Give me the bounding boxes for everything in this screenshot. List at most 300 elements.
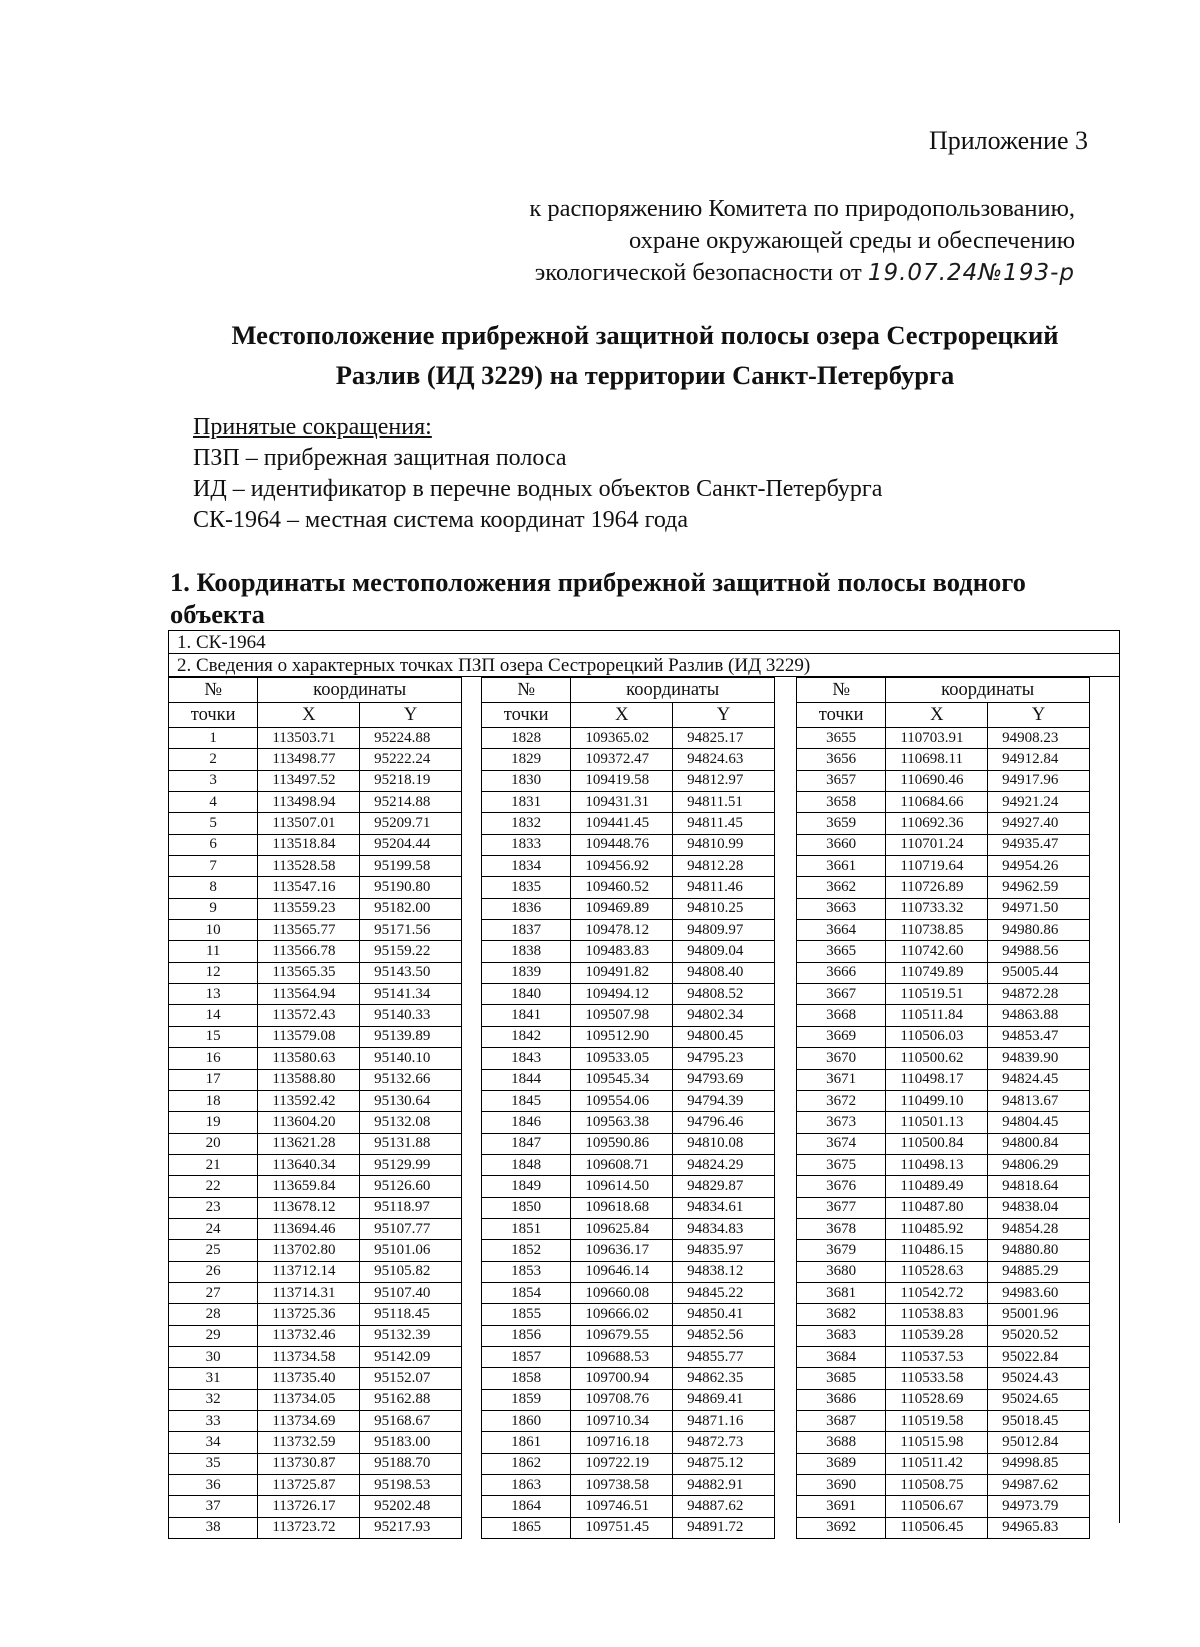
table-row <box>482 728 775 749</box>
coord-x: 110733.32 <box>886 898 988 919</box>
coord-x: 113498.77 <box>258 749 360 770</box>
table-row <box>797 1026 1090 1047</box>
coord-x: 113503.71 <box>258 728 360 749</box>
coord-y: 95001.96 <box>988 1304 1090 1325</box>
table-row <box>169 920 462 941</box>
table-row <box>169 1346 462 1367</box>
table-row <box>482 1240 775 1261</box>
table-row <box>169 877 462 898</box>
point-number: 1860 <box>482 1411 571 1432</box>
table-row <box>482 1261 775 1282</box>
coord-y: 94810.25 <box>673 898 775 919</box>
table-row <box>797 856 1090 877</box>
coord-y: 94962.59 <box>988 877 1090 898</box>
table-row <box>169 1176 462 1197</box>
coord-y: 94871.16 <box>673 1411 775 1432</box>
table-row <box>482 1069 775 1090</box>
coord-y: 95142.09 <box>360 1346 462 1367</box>
table-row <box>169 792 462 813</box>
table-row <box>797 1368 1090 1389</box>
point-number: 3666 <box>797 962 886 983</box>
coord-x: 110500.62 <box>886 1048 988 1069</box>
coord-x: 113730.87 <box>258 1453 360 1474</box>
point-number: 27 <box>169 1282 258 1303</box>
coord-x: 110701.24 <box>886 834 988 855</box>
table-row <box>797 770 1090 791</box>
point-number: 3689 <box>797 1453 886 1474</box>
coord-x: 109666.02 <box>571 1304 673 1325</box>
coord-y: 94954.26 <box>988 856 1090 877</box>
point-number: 3667 <box>797 984 886 1005</box>
table-row <box>169 962 462 983</box>
coord-y: 94818.64 <box>988 1176 1090 1197</box>
table-row <box>169 1048 462 1069</box>
coord-x: 113694.46 <box>258 1218 360 1239</box>
coord-x: 110506.67 <box>886 1496 988 1517</box>
coordinate-block-table <box>168 677 462 1539</box>
point-number: 3685 <box>797 1368 886 1389</box>
header-coordinates: координаты <box>258 678 462 703</box>
point-number: 3661 <box>797 856 886 877</box>
table-row <box>797 1346 1090 1367</box>
header-y: Y <box>988 703 1090 728</box>
coord-y: 94850.41 <box>673 1304 775 1325</box>
coord-y: 95139.89 <box>360 1026 462 1047</box>
coord-x: 113640.34 <box>258 1154 360 1175</box>
table-row <box>797 749 1090 770</box>
coord-x: 110742.60 <box>886 941 988 962</box>
coord-y: 94838.04 <box>988 1197 1090 1218</box>
point-number: 1 <box>169 728 258 749</box>
coord-y: 94885.29 <box>988 1261 1090 1282</box>
basis-line-1: к распоряжению Комитета по природопользованию, <box>529 195 1075 222</box>
coord-x: 110537.53 <box>886 1346 988 1367</box>
coord-x: 109533.05 <box>571 1048 673 1069</box>
table-row <box>482 856 775 877</box>
point-number: 3673 <box>797 1112 886 1133</box>
coord-x: 109491.82 <box>571 962 673 983</box>
coord-y: 94935.47 <box>988 834 1090 855</box>
coord-y: 95129.99 <box>360 1154 462 1175</box>
coord-x: 113734.58 <box>258 1346 360 1367</box>
coord-x: 109494.12 <box>571 984 673 1005</box>
coord-x: 109431.31 <box>571 792 673 813</box>
table-row <box>797 1282 1090 1303</box>
coord-x: 110528.69 <box>886 1389 988 1410</box>
coord-x: 110533.58 <box>886 1368 988 1389</box>
table-row <box>169 856 462 877</box>
table-row <box>169 749 462 770</box>
coord-x: 113518.84 <box>258 834 360 855</box>
table-row <box>482 1453 775 1474</box>
table-row <box>797 941 1090 962</box>
coord-y: 95118.97 <box>360 1197 462 1218</box>
table-row <box>169 984 462 1005</box>
coord-x: 110501.13 <box>886 1112 988 1133</box>
point-number: 25 <box>169 1240 258 1261</box>
coord-y: 95022.84 <box>988 1346 1090 1367</box>
coord-x: 113547.16 <box>258 877 360 898</box>
coord-x: 110538.83 <box>886 1304 988 1325</box>
coord-x: 110508.75 <box>886 1475 988 1496</box>
point-number: 35 <box>169 1453 258 1474</box>
coord-y: 95107.77 <box>360 1218 462 1239</box>
table-row <box>169 1112 462 1133</box>
coord-y: 95132.08 <box>360 1112 462 1133</box>
header-number: № <box>169 678 258 703</box>
coordinates-table <box>168 630 1120 1536</box>
coord-y: 95188.70 <box>360 1453 462 1474</box>
point-number: 3656 <box>797 749 886 770</box>
table-row <box>482 898 775 919</box>
coordinate-block <box>796 677 1090 1539</box>
coord-x: 113565.77 <box>258 920 360 941</box>
table-row <box>482 877 775 898</box>
table-row <box>797 1432 1090 1453</box>
coord-y: 94987.62 <box>988 1475 1090 1496</box>
table-row <box>482 1368 775 1389</box>
table-row <box>482 749 775 770</box>
coord-x: 113507.01 <box>258 813 360 834</box>
abbreviations <box>193 412 882 536</box>
point-number: 38 <box>169 1517 258 1538</box>
table-row <box>482 1048 775 1069</box>
point-number: 3672 <box>797 1090 886 1111</box>
table-row <box>482 1026 775 1047</box>
table-row <box>797 1069 1090 1090</box>
coord-y: 95101.06 <box>360 1240 462 1261</box>
coord-y: 94824.45 <box>988 1069 1090 1090</box>
table-row <box>797 813 1090 834</box>
header-coordinates: координаты <box>571 678 775 703</box>
point-number: 1841 <box>482 1005 571 1026</box>
coord-y: 95005.44 <box>988 962 1090 983</box>
table-row <box>482 984 775 1005</box>
point-number: 1837 <box>482 920 571 941</box>
table-row <box>797 1218 1090 1239</box>
coord-y: 94808.52 <box>673 984 775 1005</box>
table-row <box>797 1517 1090 1538</box>
coord-x: 113592.42 <box>258 1090 360 1111</box>
point-number: 1852 <box>482 1240 571 1261</box>
coord-y: 95126.60 <box>360 1176 462 1197</box>
document-title-line-2: Разлив (ИД 3229) на территории Санкт-Петербурга <box>335 360 955 390</box>
table-row <box>482 1432 775 1453</box>
table-row <box>797 1090 1090 1111</box>
coord-x: 110698.11 <box>886 749 988 770</box>
header-x: X <box>571 703 673 728</box>
table-row <box>482 962 775 983</box>
coord-x: 109679.55 <box>571 1325 673 1346</box>
point-number: 1839 <box>482 962 571 983</box>
coord-x: 110684.66 <box>886 792 988 813</box>
coord-y: 95132.39 <box>360 1325 462 1346</box>
coord-x: 113580.63 <box>258 1048 360 1069</box>
table-row <box>797 1304 1090 1325</box>
coord-x: 110485.92 <box>886 1218 988 1239</box>
header-point: точки <box>482 703 571 728</box>
coordinate-block <box>168 677 462 1539</box>
point-number: 3678 <box>797 1218 886 1239</box>
coord-x: 113497.52 <box>258 770 360 791</box>
coord-x: 113735.40 <box>258 1368 360 1389</box>
table-row <box>482 1133 775 1154</box>
coord-y: 94839.90 <box>988 1048 1090 1069</box>
table-row <box>169 1282 462 1303</box>
point-number: 3679 <box>797 1240 886 1261</box>
table-row <box>169 1496 462 1517</box>
coord-x: 109738.58 <box>571 1475 673 1496</box>
point-number: 1856 <box>482 1325 571 1346</box>
table-row <box>169 1453 462 1474</box>
table-row <box>797 984 1090 1005</box>
table-row <box>169 1304 462 1325</box>
header-x: X <box>886 703 988 728</box>
coord-y: 95159.22 <box>360 941 462 962</box>
coord-y: 94810.99 <box>673 834 775 855</box>
point-number: 3658 <box>797 792 886 813</box>
point-number: 1850 <box>482 1197 571 1218</box>
table-row <box>797 877 1090 898</box>
coord-x: 110738.85 <box>886 920 988 941</box>
point-number: 10 <box>169 920 258 941</box>
table-row <box>797 1240 1090 1261</box>
header-point: точки <box>169 703 258 728</box>
header-y: Y <box>360 703 462 728</box>
point-number: 1832 <box>482 813 571 834</box>
point-number: 30 <box>169 1346 258 1367</box>
table-row <box>482 770 775 791</box>
coord-x: 113725.87 <box>258 1475 360 1496</box>
coord-x: 110499.10 <box>886 1090 988 1111</box>
coord-y: 94813.67 <box>988 1090 1090 1111</box>
coord-y: 94980.86 <box>988 920 1090 941</box>
coord-x: 109441.45 <box>571 813 673 834</box>
coord-x: 113659.84 <box>258 1176 360 1197</box>
coord-y: 94983.60 <box>988 1282 1090 1303</box>
coord-y: 94852.56 <box>673 1325 775 1346</box>
coord-y: 94824.63 <box>673 749 775 770</box>
table-row <box>169 1133 462 1154</box>
coord-y: 94971.50 <box>988 898 1090 919</box>
point-number: 15 <box>169 1026 258 1047</box>
point-number: 36 <box>169 1475 258 1496</box>
point-number: 1864 <box>482 1496 571 1517</box>
table-row <box>797 1496 1090 1517</box>
coord-x: 113528.58 <box>258 856 360 877</box>
table-row <box>169 1090 462 1111</box>
coord-x: 109483.83 <box>571 941 673 962</box>
coord-y: 94872.28 <box>988 984 1090 1005</box>
coord-x: 109751.45 <box>571 1517 673 1538</box>
coord-x: 113734.05 <box>258 1389 360 1410</box>
coord-x: 113579.08 <box>258 1026 360 1047</box>
table-row <box>482 792 775 813</box>
coord-y: 94795.23 <box>673 1048 775 1069</box>
point-number: 1858 <box>482 1368 571 1389</box>
coord-y: 95140.10 <box>360 1048 462 1069</box>
point-number: 1847 <box>482 1133 571 1154</box>
point-number: 12 <box>169 962 258 983</box>
coord-x: 109545.34 <box>571 1069 673 1090</box>
table-row <box>169 1240 462 1261</box>
table-row <box>169 1389 462 1410</box>
point-number: 1845 <box>482 1090 571 1111</box>
point-number: 3664 <box>797 920 886 941</box>
coord-x: 113678.12 <box>258 1197 360 1218</box>
coord-y: 95218.19 <box>360 770 462 791</box>
point-number: 4 <box>169 792 258 813</box>
point-number: 24 <box>169 1218 258 1239</box>
coord-x: 109625.84 <box>571 1218 673 1239</box>
point-number: 34 <box>169 1432 258 1453</box>
table-row <box>797 1389 1090 1410</box>
table-row <box>482 1346 775 1367</box>
coord-x: 109708.76 <box>571 1389 673 1410</box>
coord-x: 109722.19 <box>571 1453 673 1474</box>
coord-y: 95217.93 <box>360 1517 462 1538</box>
coord-x: 110498.17 <box>886 1069 988 1090</box>
coord-y: 94872.73 <box>673 1432 775 1453</box>
table-row <box>797 1176 1090 1197</box>
point-number: 18 <box>169 1090 258 1111</box>
coord-y: 95118.45 <box>360 1304 462 1325</box>
table-row <box>797 1453 1090 1474</box>
coord-x: 113564.94 <box>258 984 360 1005</box>
coord-x: 110506.03 <box>886 1026 988 1047</box>
table-row <box>797 1112 1090 1133</box>
coord-x: 113572.43 <box>258 1005 360 1026</box>
point-number: 1848 <box>482 1154 571 1175</box>
coord-x: 109478.12 <box>571 920 673 941</box>
handwritten-date-number: 19.07.24№193-р <box>867 260 1075 286</box>
abbreviation-item: ИД – идентификатор в перечне водных объектов Санкт-Петербурга <box>193 476 883 502</box>
coord-x: 109746.51 <box>571 1496 673 1517</box>
point-number: 3690 <box>797 1475 886 1496</box>
table-row <box>482 1176 775 1197</box>
point-number: 26 <box>169 1261 258 1282</box>
point-number: 1833 <box>482 834 571 855</box>
coord-y: 95209.71 <box>360 813 462 834</box>
coord-x: 110489.49 <box>886 1176 988 1197</box>
coord-x: 113726.17 <box>258 1496 360 1517</box>
coord-y: 95204.44 <box>360 834 462 855</box>
coord-x: 109716.18 <box>571 1432 673 1453</box>
coord-y: 94809.97 <box>673 920 775 941</box>
coord-x: 110511.42 <box>886 1453 988 1474</box>
coord-y: 94862.35 <box>673 1368 775 1389</box>
point-number: 3683 <box>797 1325 886 1346</box>
point-number: 16 <box>169 1048 258 1069</box>
table-row <box>482 1282 775 1303</box>
table-row <box>169 1261 462 1282</box>
coord-y: 94812.28 <box>673 856 775 877</box>
coord-x: 113498.94 <box>258 792 360 813</box>
table-row <box>169 1411 462 1432</box>
coord-x: 109614.50 <box>571 1176 673 1197</box>
coord-y: 94853.47 <box>988 1026 1090 1047</box>
point-number: 1836 <box>482 898 571 919</box>
coord-y: 94875.12 <box>673 1453 775 1474</box>
coord-x: 110726.89 <box>886 877 988 898</box>
table-row <box>169 1325 462 1346</box>
point-number: 3655 <box>797 728 886 749</box>
point-number: 3691 <box>797 1496 886 1517</box>
coord-y: 95143.50 <box>360 962 462 983</box>
point-number: 17 <box>169 1069 258 1090</box>
point-number: 3662 <box>797 877 886 898</box>
coord-y: 94812.97 <box>673 770 775 791</box>
coord-x: 113712.14 <box>258 1261 360 1282</box>
coord-x: 113559.23 <box>258 898 360 919</box>
table-row <box>797 1154 1090 1175</box>
document-title-line-1: Местоположение прибрежной защитной полосы озера Сестрорецкий <box>231 320 1059 350</box>
document-title <box>0 315 1200 395</box>
table-row <box>797 1475 1090 1496</box>
table-row <box>169 1368 462 1389</box>
point-number: 22 <box>169 1176 258 1197</box>
header-coordinates: координаты <box>886 678 1090 703</box>
coord-x: 109372.47 <box>571 749 673 770</box>
coord-y: 94811.51 <box>673 792 775 813</box>
coord-y: 94804.45 <box>988 1112 1090 1133</box>
basis-line-3-text: экологической безопасности от <box>534 259 868 286</box>
point-number: 3680 <box>797 1261 886 1282</box>
basis-line-3 <box>529 257 1075 289</box>
point-number: 3684 <box>797 1346 886 1367</box>
coord-x: 110539.28 <box>886 1325 988 1346</box>
coord-y: 94887.62 <box>673 1496 775 1517</box>
table-row <box>797 1048 1090 1069</box>
coord-y: 95190.80 <box>360 877 462 898</box>
table-row <box>482 1389 775 1410</box>
point-number: 3681 <box>797 1282 886 1303</box>
coord-y: 94882.91 <box>673 1475 775 1496</box>
coord-x: 110519.51 <box>886 984 988 1005</box>
point-number: 1828 <box>482 728 571 749</box>
coord-y: 94891.72 <box>673 1517 775 1538</box>
point-number: 1861 <box>482 1432 571 1453</box>
coordinate-block <box>481 677 775 1539</box>
coord-y: 95152.07 <box>360 1368 462 1389</box>
table-row <box>169 941 462 962</box>
coord-y: 94834.83 <box>673 1218 775 1239</box>
point-number: 11 <box>169 941 258 962</box>
point-number: 9 <box>169 898 258 919</box>
table-row <box>169 1197 462 1218</box>
point-number: 1865 <box>482 1517 571 1538</box>
point-number: 1855 <box>482 1304 571 1325</box>
coord-x: 110542.72 <box>886 1282 988 1303</box>
point-number: 1859 <box>482 1389 571 1410</box>
basis-line-2: охране окружающей среды и обеспечению <box>628 227 1075 254</box>
table-row <box>169 813 462 834</box>
point-number: 1863 <box>482 1475 571 1496</box>
point-number: 3688 <box>797 1432 886 1453</box>
coord-y: 95199.58 <box>360 856 462 877</box>
table-row <box>169 834 462 855</box>
point-number: 1831 <box>482 792 571 813</box>
coord-x: 113734.69 <box>258 1411 360 1432</box>
coord-y: 94835.97 <box>673 1240 775 1261</box>
coord-x: 109460.52 <box>571 877 673 898</box>
point-number: 1854 <box>482 1282 571 1303</box>
point-number: 1830 <box>482 770 571 791</box>
point-number: 1849 <box>482 1176 571 1197</box>
table-row <box>482 1154 775 1175</box>
table-row <box>482 1197 775 1218</box>
coord-y: 95222.24 <box>360 749 462 770</box>
